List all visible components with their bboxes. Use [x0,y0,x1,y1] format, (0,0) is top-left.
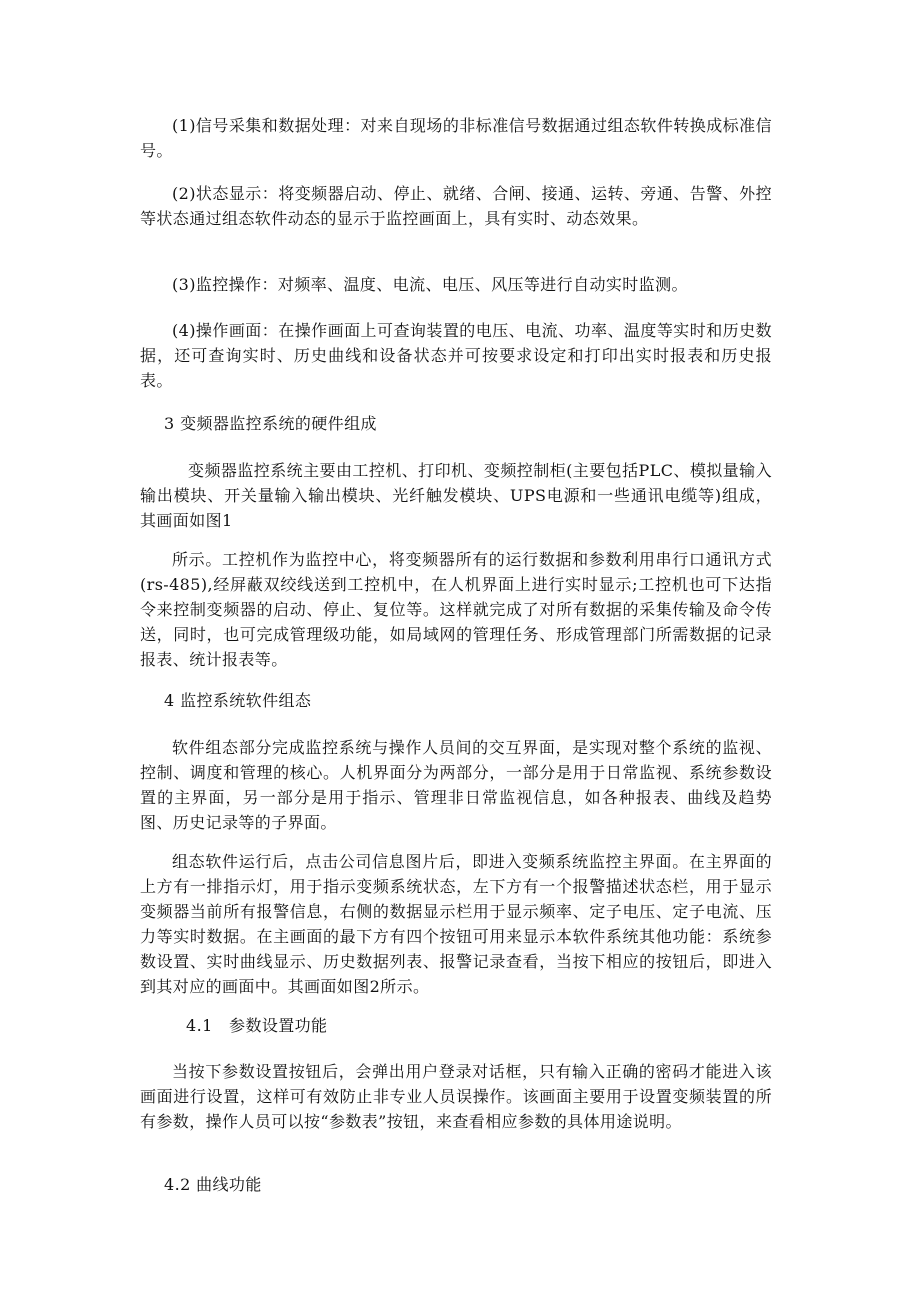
paragraph-status-display: (2)状态显示：将变频器启动、停止、就绪、合闸、接通、运转、旁通、告警、外控等状态通过组态软件动态的显示于监控画面上，具有实时、动态效果。 [140,184,772,228]
paragraph-main-interface: 组态软件运行后，点击公司信息图片后，即进入变频系统监控主界面。在主界面的上方有一排指示灯，用于指示变频系统状态，左下方有一个报警描述状态栏，用于显示变频器当前所有报警信息，右侧的数据显示栏用于显示频率、定子电压、定子电流、压力等实时数据。在主画面的最下方有四个按钮可用来显示本软件系统其他功能：系统参数设置、实时曲线显示、历史数据列表、报警记录查看，当按下相应的按钮后，即进入到其对应的画面中。其画面如图2所示。 [140,852,772,996]
paragraph-ipc-monitoring: 所示。工控机作为监控中心，将变频器所有的运行数据和参数利用串行口通讯方式(rs-485),经屏蔽双绞线送到工控机中，在人机界面上进行实时显示;工控机也可下达指令来控制变频器的启动、停止、复位等。这样就完成了对所有数据的采集传输及命令传送，同时，也可完成管理级功能，如局域网的管理任务、形成管理部门所需数据的记录报表、统计报表等。 [140,550,772,669]
paragraph-hardware-composition: 变频器监控系统主要由工控机、打印机、变频控制柜(主要包括PLC、模拟量输入输出模块、开关量输入输出模块、光纤触发模块、UPS电源和一些通讯电缆等)组成，其画面如图1 [140,461,772,530]
paragraph-software-configuration: 软件组态部分完成监控系统与操作人员间的交互界面，是实现对整个系统的监视、控制、调度和管理的核心。人机界面分为两部分，一部分是用于日常监视、系统参数设置的主界面，另一部分是用于指示、管理非日常监视信息，如各种报表、曲线及趋势图、历史记录等的子界面。 [140,738,772,832]
section-heading-3: 3 变频器监控系统的硬件组成 [164,414,377,433]
section-heading-4-2: 4.2 曲线功能 [164,1175,262,1194]
paragraph-parameter-settings: 当按下参数设置按钮后，会弹出用户登录对话框，只有输入正确的密码才能进入该画面进行设置，这样可有效防止非专业人员误操作。该画面主要用于设置变频装置的所有参数，操作人员可以按“参数表”按钮，来查看相应参数的具体用途说明。 [140,1062,772,1131]
paragraph-signal-acquisition: (1)信号采集和数据处理：对来自现场的非标准信号数据通过组态软件转换成标准信号。 [140,116,772,160]
section-heading-4: 4 监控系统软件组态 [164,691,312,710]
section-heading-4-1: 4.1 参数设置功能 [186,1016,328,1035]
paragraph-monitoring-operation: (3)监控操作：对频率、温度、电流、电压、风压等进行自动实时监测。 [172,275,688,294]
paragraph-operation-screen: (4)操作画面：在操作画面上可查询装置的电压、电流、功率、温度等实时和历史数据，还可查询实时、历史曲线和设备状态并可按要求设定和打印出实时报表和历史报表。 [140,321,772,390]
